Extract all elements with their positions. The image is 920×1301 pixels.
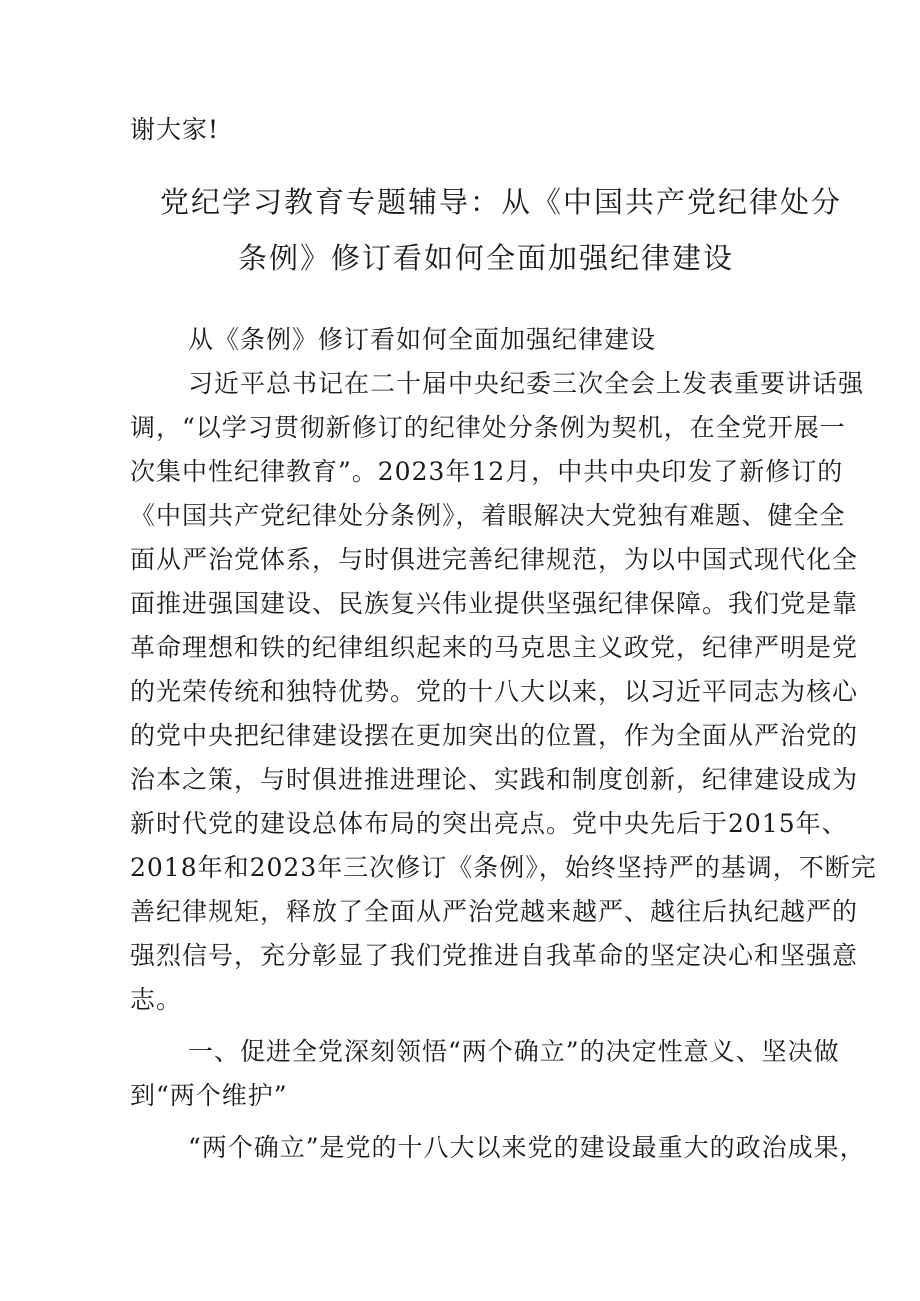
section-subtitle: 从《条例》修订看如何全面加强纪律建设 bbox=[188, 325, 657, 354]
paragraph-1-line: 习近平总书记在二十届中央纪委三次全会上发表重要讲话强 bbox=[188, 369, 865, 398]
closing-text: 谢大家! bbox=[130, 115, 220, 144]
paragraph-1-line: 治本之策，与时俱进推进理论、实践和制度创新，纪律建设成为 bbox=[130, 765, 859, 794]
paragraph-1-line: 善纪律规矩，释放了全面从严治党越来越严、越往后执纪越严的 bbox=[130, 897, 859, 926]
paragraph-1-line: 的党中央把纪律建设摆在更加突出的位置，作为全面从严治党的 bbox=[130, 721, 859, 750]
paragraph-1-line: 强烈信号，充分彰显了我们党推进自我革命的坚定决心和坚强意 bbox=[130, 941, 859, 970]
paragraph-1-line: 革命理想和铁的纪律组织起来的马克思主义政党，纪律严明是党 bbox=[130, 633, 859, 662]
document-title-line-1: 党纪学习教育专题辅导：从《中国共产党纪律处分 bbox=[160, 185, 843, 219]
paragraph-1-line: 《中国共产党纪律处分条例》，着眼解决大党独有难题、健全全 bbox=[130, 501, 846, 530]
section-heading-1: 一、促进全党深刻领悟“两个确立”的决定性意义、坚决做 bbox=[188, 1037, 840, 1066]
paragraph-1-line: 新时代党的建设总体布局的突出亮点。党中央先后于2015年、 bbox=[130, 809, 848, 838]
paragraph-1-line: 调，“以学习贯彻新修订的纪律处分条例为契机，在全党开展一 bbox=[130, 413, 846, 442]
paragraph-2-line: “两个确立”是党的十八大以来党的建设最重大的政治成果， bbox=[188, 1133, 866, 1162]
paragraph-1-line: 2018年和2023年三次修订《条例》，始终坚持严的基调，不断完 bbox=[130, 853, 877, 882]
document-title-line-2: 条例》修订看如何全面加强纪律建设 bbox=[238, 241, 735, 275]
paragraph-1-line: 次集中性纪律教育”。2023年12月，中共中央印发了新修订的 bbox=[130, 457, 844, 486]
section-heading-1: 到“两个维护” bbox=[130, 1081, 288, 1110]
paragraph-1-line: 志。 bbox=[130, 985, 183, 1014]
paragraph-1-line: 的光荣传统和独特优势。党的十八大以来，以习近平同志为核心 bbox=[130, 677, 859, 706]
paragraph-1-line: 面推进强国建设、民族复兴伟业提供坚强纪律保障。我们党是靠 bbox=[130, 589, 859, 618]
paragraph-1-line: 面从严治党体系，与时俱进完善纪律规范，为以中国式现代化全 bbox=[130, 545, 859, 574]
